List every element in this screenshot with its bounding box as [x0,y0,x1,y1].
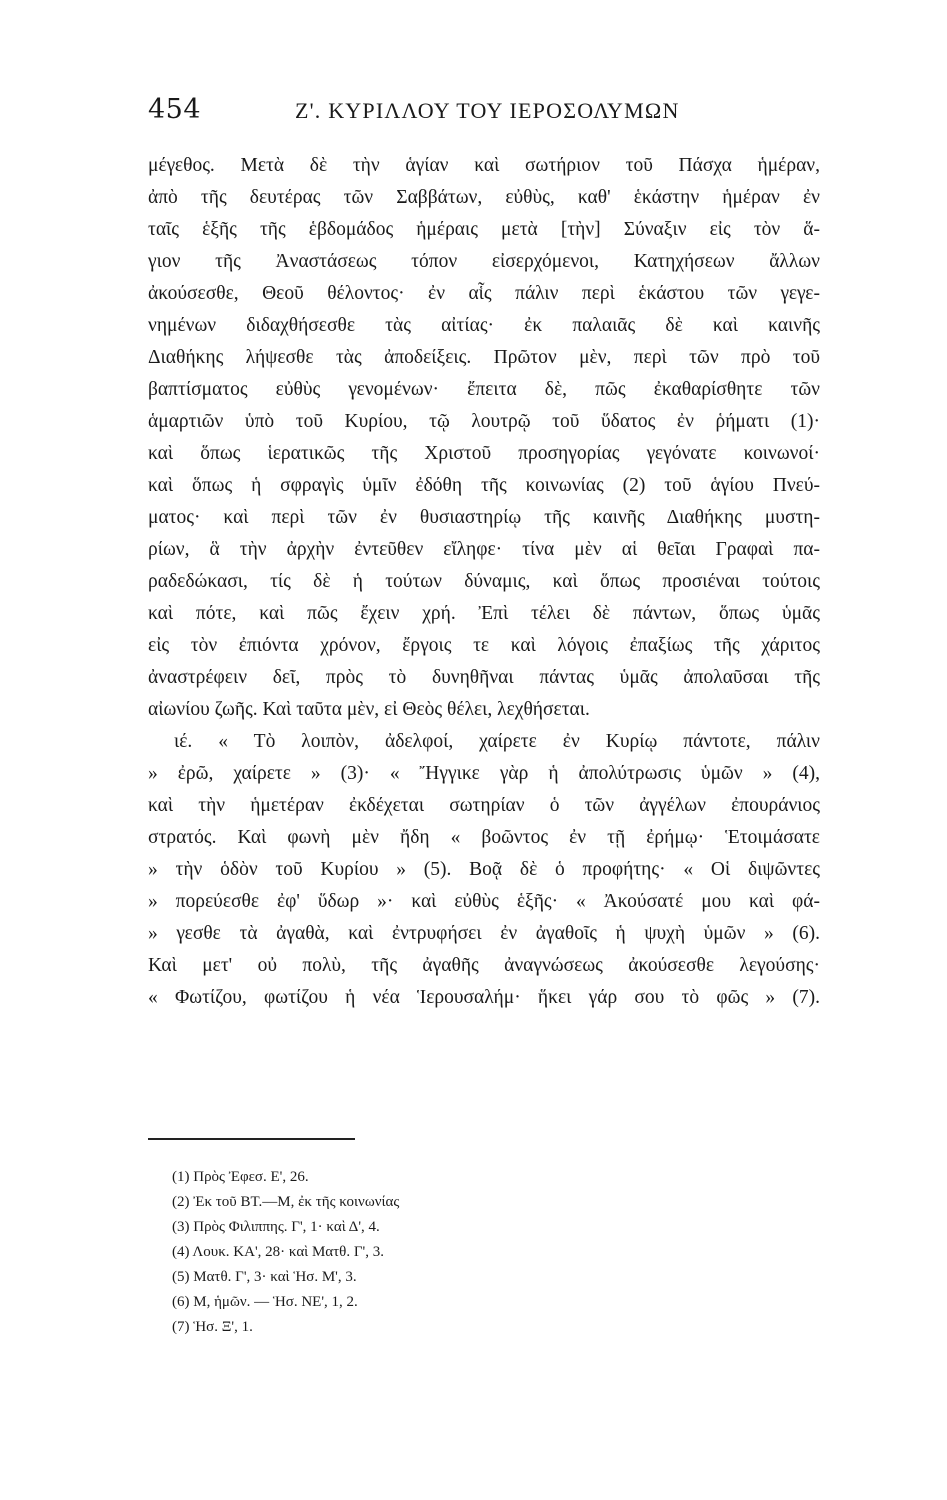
page-number: 454 [148,94,202,125]
text-line: ἀναστρέφειν δεῖ, πρὸς τὸ δυνηθῆναι πάντας ὑμᾶς ἀπολαῦσαι τῆς [148,667,820,688]
text-line: Καὶ μετ' οὐ πολὺ, τῆς ἀγαθῆς ἀναγνώσεως ἀκούσεσθε λεγούσης· [148,955,820,976]
running-head: Ζ'. ΚΥΡΙΛΛΟΥ ΤΟΥ ΙΕΡΟΣΟΛΥΜΩΝ [295,98,680,123]
footnote: (1) Πρὸς Ἐφεσ. Ε', 26. [172,1169,309,1185]
text-line: μέγεθος. Μετὰ δὲ τὴν ἁγίαν καὶ σωτήριον τοῦ Πάσχα ἡμέραν, [148,155,820,176]
text-line: αἰωνίου ζωῆς. Καὶ ταῦτα μὲν, εἰ Θεὸς θέλει, λεχθήσεται. [148,699,590,720]
footnote: (6) Μ, ἡμῶν. — Ἡσ. ΝΕ', 1, 2. [172,1294,358,1310]
text-line: ἀπὸ τῆς δευτέρας τῶν Σαββάτων, εὐθὺς, καθ' ἑκάστην ἡμέραν ἐν [148,187,820,208]
footnote: (5) Ματθ. Γ', 3· καὶ Ἡσ. Μ', 3. [172,1269,357,1285]
body-text [148,150,820,1014]
text-line: ραδεδώκασι, τίς δὲ ἡ τούτων δύναμις, καὶ ὅπως προσιέναι τούτοις [148,571,820,592]
footnote: (7) Ἡσ. Ξ', 1. [172,1319,253,1335]
text-line: » γεσθε τὰ ἀγαθὰ, καὶ ἐντρυφήσει ἐν ἀγαθοῖς ἡ ψυχὴ ὑμῶν » (6). [148,923,820,944]
text-line: νημένων διδαχθήσεσθε τὰς αἰτίας· ἐκ παλαιᾶς δὲ καὶ καινῆς [148,315,820,336]
text-line: καὶ ὅπως ἡ σφραγὶς ὑμῖν ἐδόθη τῆς κοινωνίας (2) τοῦ ἁγίου Πνεύ- [148,475,820,496]
section-start-line: ιέ. « Τὸ λοιπὸν, ἀδελφοί, χαίρετε ἐν Κυρίῳ πάντοτε, πάλιν [174,731,820,752]
footnotes [172,1165,592,1340]
text-line: » πορεύεσθε ἐφ' ὕδωρ »· καὶ εὐθὺς ἑξῆς· « Ἀκούσατέ μου καὶ φά- [148,891,820,912]
text-line: καὶ τὴν ἡμετέραν ἐκδέχεται σωτηρίαν ὁ τῶν ἀγγέλων ἐπουράνιος [148,795,820,816]
text-line: ταῖς ἑξῆς τῆς ἑβδομάδος ἡμέραις μετὰ [τὴν] Σύναξιν εἰς τὸν ἅ- [148,219,820,240]
text-line: καὶ πότε, καὶ πῶς ἔχειν χρή. Ἐπὶ τέλει δὲ πάντων, ὅπως ὑμᾶς [148,603,820,624]
text-line: εἰς τὸν ἐπιόντα χρόνον, ἔργοις τε καὶ λόγοις ἐπαξίως τῆς χάριτος [148,635,820,656]
text-line: » τὴν ὁδὸν τοῦ Κυρίου » (5). Βοᾷ δὲ ὁ προφήτης· « Οἱ διψῶντες [148,859,820,880]
footnote: (3) Πρὸς Φιλιππης. Γ', 1· καὶ Δ', 4. [172,1219,380,1235]
text-line: » ἐρῶ, χαίρετε » (3)· « Ἤγγικε γὰρ ἡ ἀπολύτρωσις ὑμῶν » (4), [148,763,820,784]
page-header [148,94,808,134]
footnote: (2) Ἐκ τοῦ ΒΤ.—Μ, ἐκ τῆς κοινωνίας [172,1194,400,1210]
footnote-divider [148,1138,355,1140]
text-line: ρίων, ἃ τὴν ἀρχὴν ἐντεῦθεν εἴληφε· τίνα μὲν αἱ θεῖαι Γραφαὶ πα- [148,539,820,560]
text-line: ματος· καὶ περὶ τῶν ἐν θυσιαστηρίῳ τῆς καινῆς Διαθήκης μυστη- [148,507,820,528]
text-line: γιον τῆς Ἀναστάσεως τόπον εἰσερχόμενοι, Κατηχήσεων ἄλλων [148,251,820,272]
text-line: ἀκούσεσθε, Θεοῦ θέλοντος· ἐν αἷς πάλιν περὶ ἑκάστου τῶν γεγε- [148,283,820,304]
text-line: Διαθήκης λήψεσθε τὰς ἀποδείξεις. Πρῶτον μὲν, περὶ τῶν πρὸ τοῦ [148,347,820,368]
text-line: ἁμαρτιῶν ὑπὸ τοῦ Κυρίου, τῷ λουτρῷ τοῦ ὕδατος ἐν ῥήματι (1)· [148,411,820,432]
text-line: « Φωτίζου, φωτίζου ἡ νέα Ἱερουσαλήμ· ἥκει γάρ σου τὸ φῶς » (7). [148,987,820,1008]
footnote: (4) Λουκ. ΚΑ', 28· καὶ Ματθ. Γ', 3. [172,1244,384,1260]
text-line: καὶ ὅπως ἱερατικῶς τῆς Χριστοῦ προσηγορίας γεγόνατε κοινωνοί· [148,443,820,464]
text-line: στρατός. Καὶ φωνὴ μὲν ἤδη « βοῶντος ἐν τῇ ἐρήμῳ· Ἑτοιμάσατε [148,827,820,848]
text-line: βαπτίσματος εὐθὺς γενομένων· ἔπειτα δὲ, πῶς ἐκαθαρίσθητε τῶν [148,379,820,400]
